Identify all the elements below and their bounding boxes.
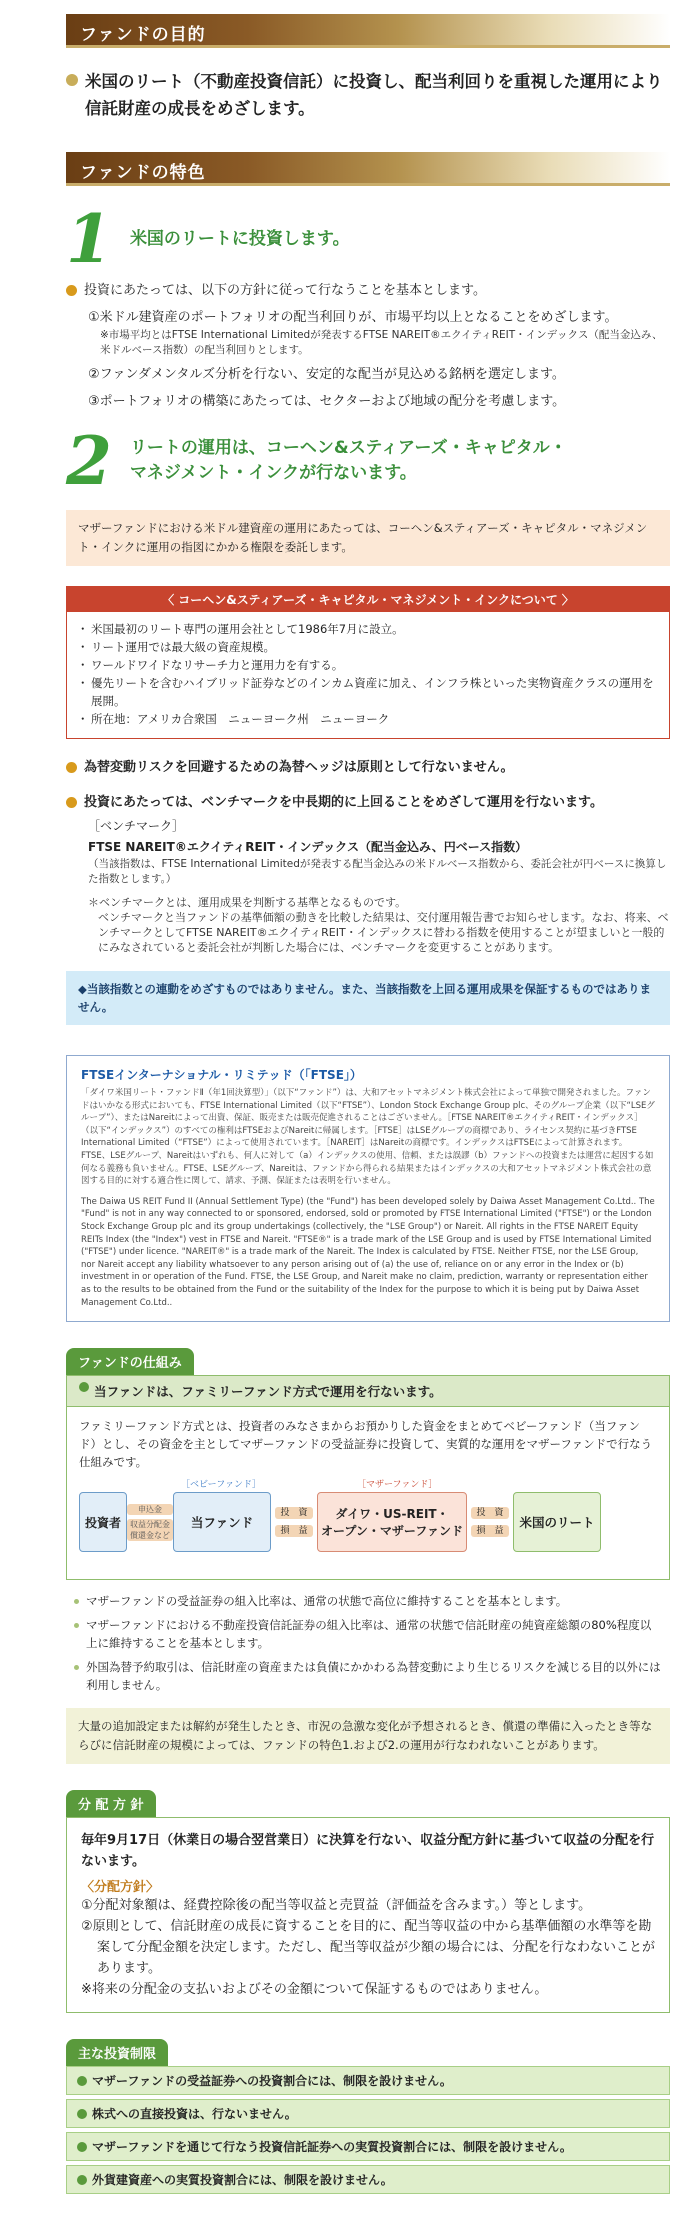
ftse-disclaimer: [66, 1055, 670, 1322]
distribution-main: 毎年9月17日（休業日の場合翌営業日）に決算を行ない、収益分配方針に基づいて収益の分配を行ないます。: [81, 1833, 655, 1870]
bullet-icon: [77, 2175, 87, 2185]
scheme-section: [66, 1348, 670, 1764]
features-header: ファンドの特色: [66, 152, 670, 186]
bullet-icon: [66, 762, 77, 773]
policy-item: ②ファンダメンタルズ分析を行ない、安定的な配当が見込める銘柄を選定します。: [88, 367, 565, 382]
scheme-tab: ファンドの仕組み: [66, 1348, 194, 1375]
flow-arrows-2: 投 資 損 益: [271, 1507, 317, 1537]
investor-node: 投資者: [79, 1492, 127, 1552]
limit-row: 外貨建資産への実質投資割合には、制限を設けません。: [66, 2165, 670, 2194]
distribution-item: ①分配対象額は、経費控除後の配当等収益と売買益（評価益を含みます。）等とします。: [81, 1898, 592, 1914]
benchmark-label: ［ベンチマーク］: [88, 819, 185, 833]
feature-1-title: [66, 200, 670, 278]
purpose-text: 米国のリート（不動産投資信託）に投資し、配当利回りを重視した運用により信託財産の成長をめざします。: [66, 68, 670, 122]
cohen-item: ・ 優先リートを含むハイブリッド証券などのインカム資産に加え、インフラ株といった実物資産クラスの運用を展開。: [81, 674, 655, 710]
ftse-japanese: 「ダイワ米国リート・ファンドⅡ（年1回決算型）」（以下“ファンド”）は、大和アセットマネジメント株式会社によって単独で開発されました。ファンドはいかなる形式においても、FTSE International Limited（以下“FTSE”）、London Stock Exchange Group plc、そのグループ企業（以下“LSEグループ”）、またはNareitによって出資、保証、販売または販売促進されることはございません。［FTSE NAREIT®エクイティREIT・インデックス］（以下“インデックス”）のすべての権利はFTSEおよびNareitに帰属します。［FTSE］はLSEグループの商標であり、ライセンス契約に基づきFTSE International Limited（“FTSE”）によって使用されています。［NAREIT］はNareitの商標です。インデックスはFTSEによって計算されます。FTSE、LSEグループ、Nareitはいずれも、何人に対して（a）インデックスの使用、信頼、または誤謬（b）ファンドへの投資または運営に起因する如何なる義務も負いません。FTSE、LSEグループ、Nareitは、ファンドから得られる結果またはインデックスの大和アセットマネジメント株式会社の意図する目的に対する適合性に関して、請求、予測、保証または表明を行いません。: [81, 1088, 655, 1187]
limit-row: マザーファンドの受益証券への投資割合には、制限を設けません。: [66, 2066, 670, 2095]
bullet-icon: [77, 2109, 87, 2119]
distribution-tab: 分 配 方 針: [66, 1790, 156, 1817]
benchmark-note: ＊ベンチマークとは、運用成果を判断する基準となるものです。: [88, 896, 407, 909]
benchmark-name: FTSE NAREIT®エクイティREIT・インデックス（配当金込み、円ベース指数）: [88, 840, 528, 854]
delegation-box: マザーファンドにおける米ドル建資産の運用にあたっては、コーヘン&スティアーズ・キャピタル・マネジメント・インクに運用の指図にかかる権限を委託します。: [66, 510, 670, 566]
us-reit-node: 米国のリート: [513, 1492, 601, 1552]
ftse-english: The Daiwa US REIT Fund II (Annual Settlement Type) (the "Fund") has been developed solely by Daiwa Asset Management Co.Ltd.. The "Fund" is not in any way connected to or sponsored, endorsed, sold or promoted by FTSE International Limited ("FTSE") or the London Stock Exchange Group plc and its group undertakings (collectively, the "LSE Group") or Nareit. All rights in the FTSE NAREIT Equity REITs Index (the "Index") vest in FTSE and Nareit. "FTSE®" is a trade mark of the LSE Group and is used by FTSE International Limited ("FTSE") under licence. "NAREIT®" is a trade mark of the Nareit. The Index is calculated by FTSE. Neither FTSE, nor the LSE Group, nor Nareit accept any liability whatsoever to any person arising out of (a) the use of, reliance on or any error in the Index or (b) investment in or operation of the Fund. FTSE, the LSE Group, and Nareit make no claim, prediction, warranty or representation either as to the results to be obtained from the Fund or the suitability of the Index for the purpose to which it is being put by Daiwa Asset Management Co.Ltd..: [81, 1196, 655, 1308]
cohen-item: ・ 米国最初のリート専門の運用会社として1986年7月に設立。: [81, 620, 655, 638]
hedge-policy: 為替変動リスクを回避するための為替ヘッジは原則として行ないません。: [66, 757, 670, 778]
benchmark-desc: （当該指数は、FTSE International Limitedが発表する配当金込みの米ドルベース指数から、委託会社が円ベースに換算した指数とします。）: [88, 858, 667, 885]
disclaimer-box: ◆当該指数との連動をめざすものではありません。また、当該指数を上回る運用成果を保証するものではありません。: [66, 971, 670, 1025]
scheme-bullet: マザーファンドにおける不動産投資信託証券の組入比率は、通常の状態で信託財産の純資産総額の80%程度以上に維持することを基本とします。: [74, 1616, 662, 1652]
bullet-icon: [77, 2076, 87, 2086]
bullet-icon: [66, 285, 77, 296]
cohen-steers-box: [66, 586, 670, 739]
limit-row: 株式への直接投資は、行ないません。: [66, 2099, 670, 2128]
policy-note: ※市場平均とはFTSE International Limitedが発表するFTSE NAREIT®エクイティREIT・インデックス（配当金込み、米ドルベース指数）の配当利回りとします。: [100, 329, 663, 356]
bullet-icon: [79, 1382, 89, 1392]
distribution-note: ※将来の分配金の支払いおよびその金額について保証するものではありません。: [81, 1982, 548, 1998]
feature-title-text: 米国のリートに投資します。: [129, 228, 350, 249]
policy-item: ③ポートフォリオの構築にあたっては、セクターおよび地域の配分を考慮します。: [88, 394, 566, 409]
cohen-item: ・ 所在地：アメリカ合衆国 ニューヨーク州 ニューヨーク: [81, 710, 655, 728]
scheme-bullet: マザーファンドの受益証券の組入比率は、通常の状態で高位に維持することを基本とします。: [74, 1592, 662, 1610]
benchmark-note-detail: ベンチマークと当ファンドの基準価額の動きを比較した結果は、交付運用報告書でお知らせします。なお、将来、ベンチマークとしてFTSE NAREIT®エクイティREIT・インデックスに替わる指数を使用することが望ましいと一般的にみなされていると委託会社が判断した場合には、ベンチマークを変更することがあります。: [98, 911, 669, 954]
mother-fund-node: ［マザーファンド］ ダイワ・US-REIT・ オープン・マザーファンド: [317, 1492, 467, 1552]
cohen-item: ・ ワールドワイドなリサーチ力と運用力を有する。: [81, 656, 655, 674]
scheme-bar: 当ファンドは、ファミリーファンド方式で運用を行ないます。: [66, 1375, 670, 1407]
ftse-title: FTSEインターナショナル・リミテッド（「FTSE」）: [81, 1068, 362, 1082]
scheme-desc: ファミリーファンド方式とは、投資者のみなさまからお預かりした資金をまとめてベビーファンド（当ファンド）とし、その資金を主としてマザーファンドの受益証券に投資して、実質的な運用をマザーファンドで行なう仕組みです。: [79, 1419, 653, 1470]
distribution-section: [66, 1790, 670, 2013]
bullet-icon: [66, 74, 78, 86]
cohen-steers-title: 〈 コーヘン&スティアーズ・キャピタル・マネジメント・インクについて 〉: [67, 587, 669, 612]
feature-2-title: 2 リートの運用は、コーヘン&スティアーズ・キャピタル・ マネジメント・インクが行ないます。: [66, 422, 567, 500]
fund-structure-diagram: [79, 1479, 657, 1565]
scheme-bullet: 外国為替予約取引は、信託財産の資産または負債にかかわる為替変動により生じるリスクを減じる目的以外には利用しません。: [74, 1658, 662, 1694]
scheme-caution: 大量の追加設定または解約が発生したとき、市況の急激な変化が予想されるとき、償還の準備に入ったとき等ならびに信託財産の規模によっては、ファンドの特色1.および2.の運用が行なわれないことがあります。: [66, 1708, 670, 1764]
limits-section: [66, 2039, 670, 2194]
bullet-icon: [77, 2142, 87, 2152]
feature-1-lead: 投資にあたっては、以下の方針に従って行なうことを基本とします。: [66, 280, 670, 301]
cohen-item: ・ リート運用では最大級の資産規模。: [81, 638, 655, 656]
feature-number: 2: [66, 422, 112, 500]
purpose-header: ファンドの目的: [66, 14, 670, 48]
flow-arrows-1: 申込金 収益分配金 償還金など: [127, 1504, 173, 1541]
benchmark-lead: 投資にあたっては、ベンチマークを中長期的に上回ることをめざして運用を行ないます。: [66, 792, 670, 813]
policy-item: ①米ドル建資産のポートフォリオの配当利回りが、市場平均以上となることをめざします。: [88, 310, 618, 325]
flow-arrows-3: 投 資 損 益: [467, 1507, 513, 1537]
baby-fund-node: ［ベビーファンド］ 当ファンド: [173, 1492, 271, 1552]
feature-number: 1: [66, 200, 112, 278]
distribution-subtitle: 〈分配方針〉: [81, 1880, 160, 1896]
limit-row: マザーファンドを通じて行なう投資信託証券への実質投資割合には、制限を設けません。: [66, 2132, 670, 2161]
limits-tab: 主な投資制限: [66, 2039, 168, 2066]
bullet-icon: [66, 797, 77, 808]
distribution-item: ②原則として、信託財産の成長に資することを目的に、配当等収益の中から基準価額の水準等を勘案して分配金額を決定します。ただし、配当等収益が少額の場合には、分配を行なわないことがあります。: [81, 1919, 655, 1977]
